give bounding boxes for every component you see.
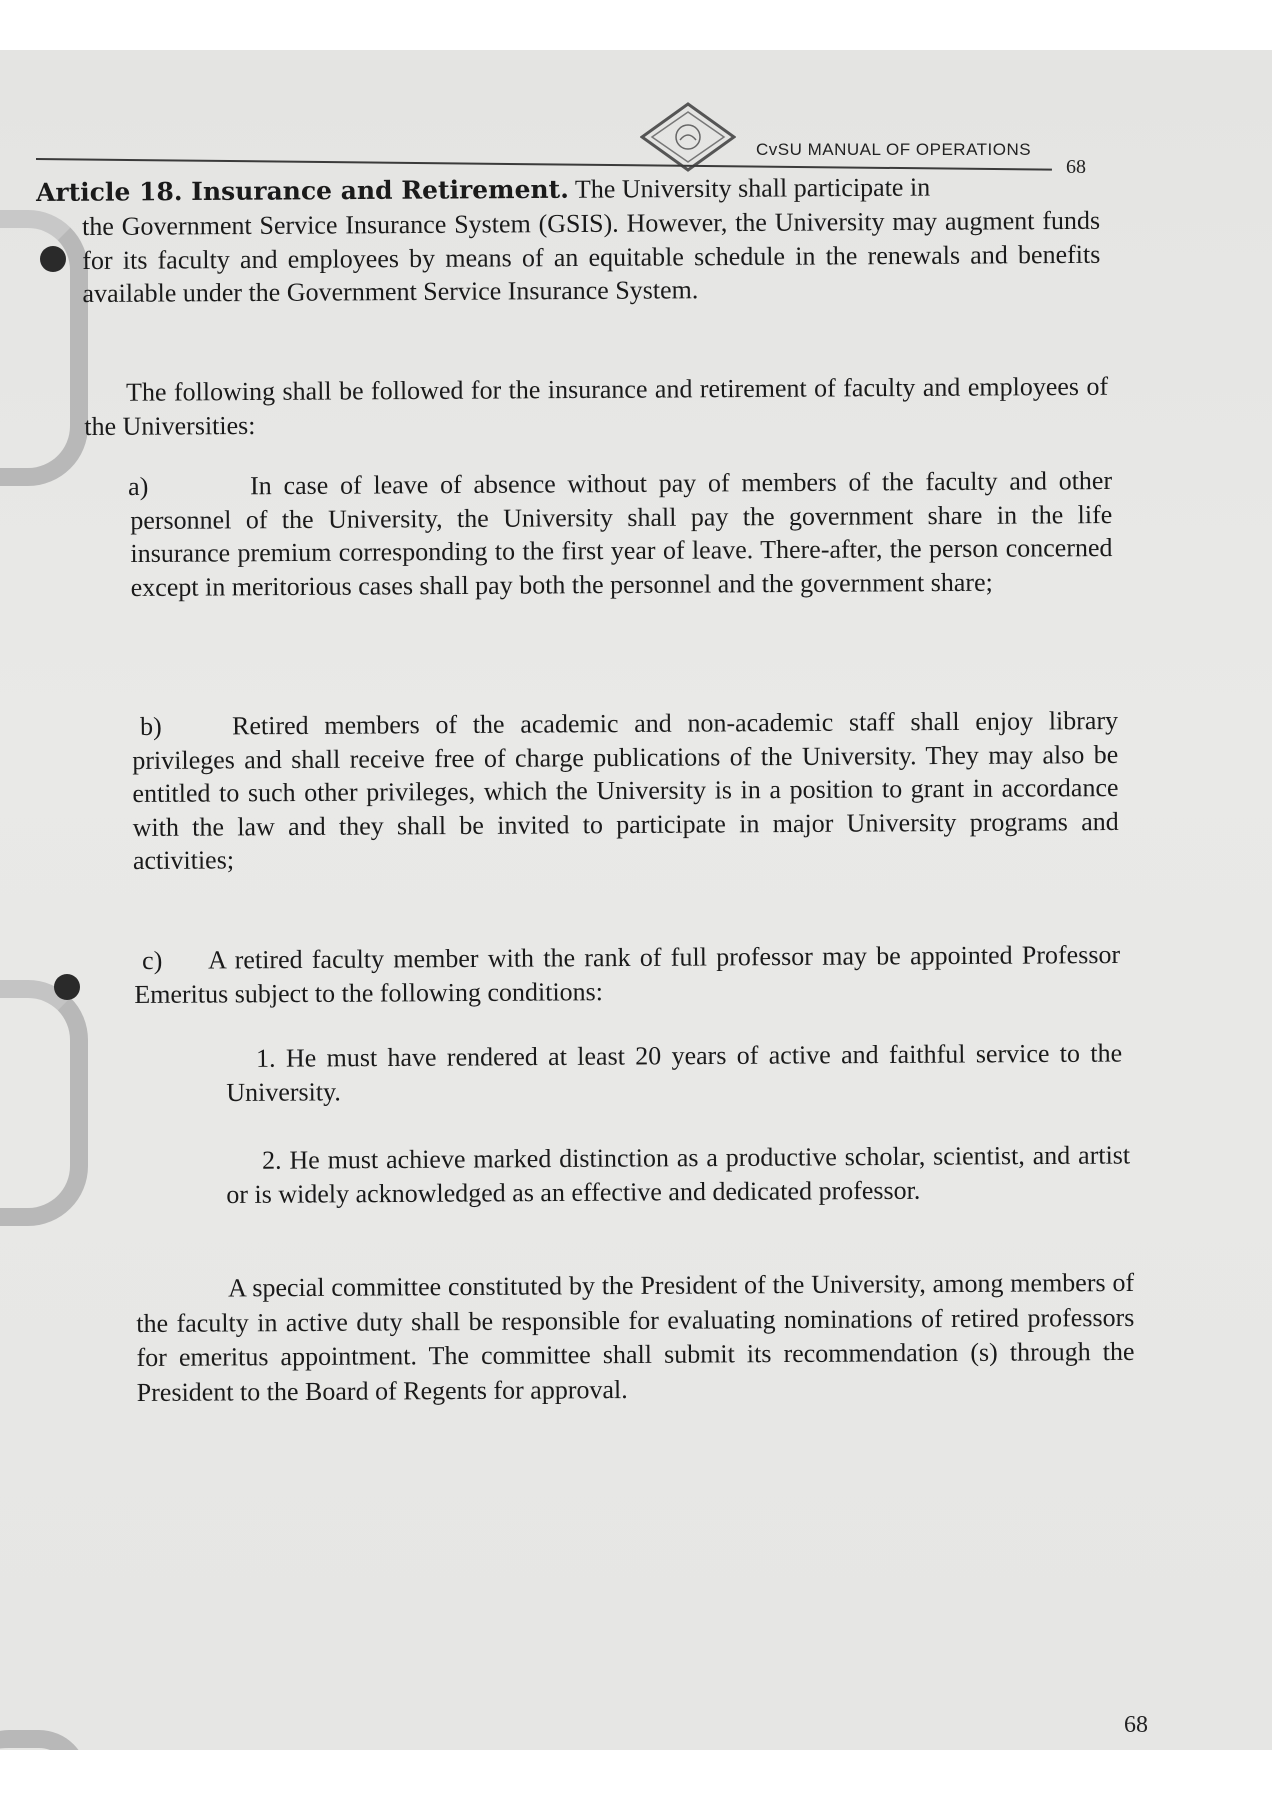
condition-1-number: 1.	[256, 1043, 276, 1073]
item-a-marker: a)	[128, 471, 149, 501]
footer-page-number: 68	[1124, 1712, 1148, 1738]
binder-ring-middle	[0, 980, 88, 1226]
condition-1	[226, 1037, 1122, 1109]
condition-2-number: 2.	[262, 1145, 282, 1175]
article-intro-line1: The University shall participate in	[574, 172, 931, 204]
article-intro-body: the Government Service Insurance System (GSIS). However, the University may augment funds for its faculty and employees by means of an equitable schedule in the renewals and benefits available under the Government Service Insurance System.	[82, 205, 1101, 308]
cvsu-seal-logo	[640, 102, 736, 172]
article-label: Article 18. Insurance and Retirement.	[36, 174, 569, 207]
item-a-text: In case of leave of absence without pay of members of the faculty and other personnel of the University, the University shall pay the government share in the life insurance premium corresponding to the first year of leave. There-after, the person concerned except in meritorious cases shall pay both the personnel and the government share;	[130, 466, 1113, 602]
header-page-number: 68	[1066, 156, 1086, 178]
following-paragraph: The following shall be followed for the insurance and retirement of faculty and employees of the Universities:	[84, 371, 1109, 441]
condition-1-text: He must have rendered at least 20 years of active and faithful service to the University.	[226, 1038, 1123, 1107]
header-title: CvSU MANUAL OF OPERATIONS	[756, 140, 1032, 159]
condition-2-text: He must achieve marked distinction as a productive scholar, scientist, and artist or is widely acknowledged as an effective and dedicated professor.	[226, 1140, 1131, 1209]
binder-ring-bottom	[0, 1730, 88, 1750]
document-photo	[0, 50, 1272, 1750]
item-c-text: A retired faculty member with the rank of full professor may be appointed Professor Emeritus subject to the following conditions:	[134, 939, 1121, 1009]
item-b-marker: b)	[140, 711, 162, 741]
item-b-text: Retired members of the academic and non-academic staff shall enjoy library privileges and shall receive free of charge publications of the University. They may also be entitled to such other privileges, which the University is in a position to grant in accordance with the law and they shall be invited to participate in major University programs and activities;	[132, 705, 1119, 875]
condition-2	[226, 1138, 1130, 1211]
binder-hole-top	[40, 246, 66, 272]
article-paragraph	[36, 170, 1100, 210]
committee-paragraph: A special committee constituted by the President of the University, among members of the faculty in active duty shall be responsible for evaluating nominations of retired professors for emeritus appointment. The committee shall submit its recommendation (s) through the President to the Board of Regents for approval.	[136, 1267, 1135, 1407]
item-c-marker: c)	[142, 945, 163, 975]
binder-hole-middle	[54, 974, 80, 1000]
